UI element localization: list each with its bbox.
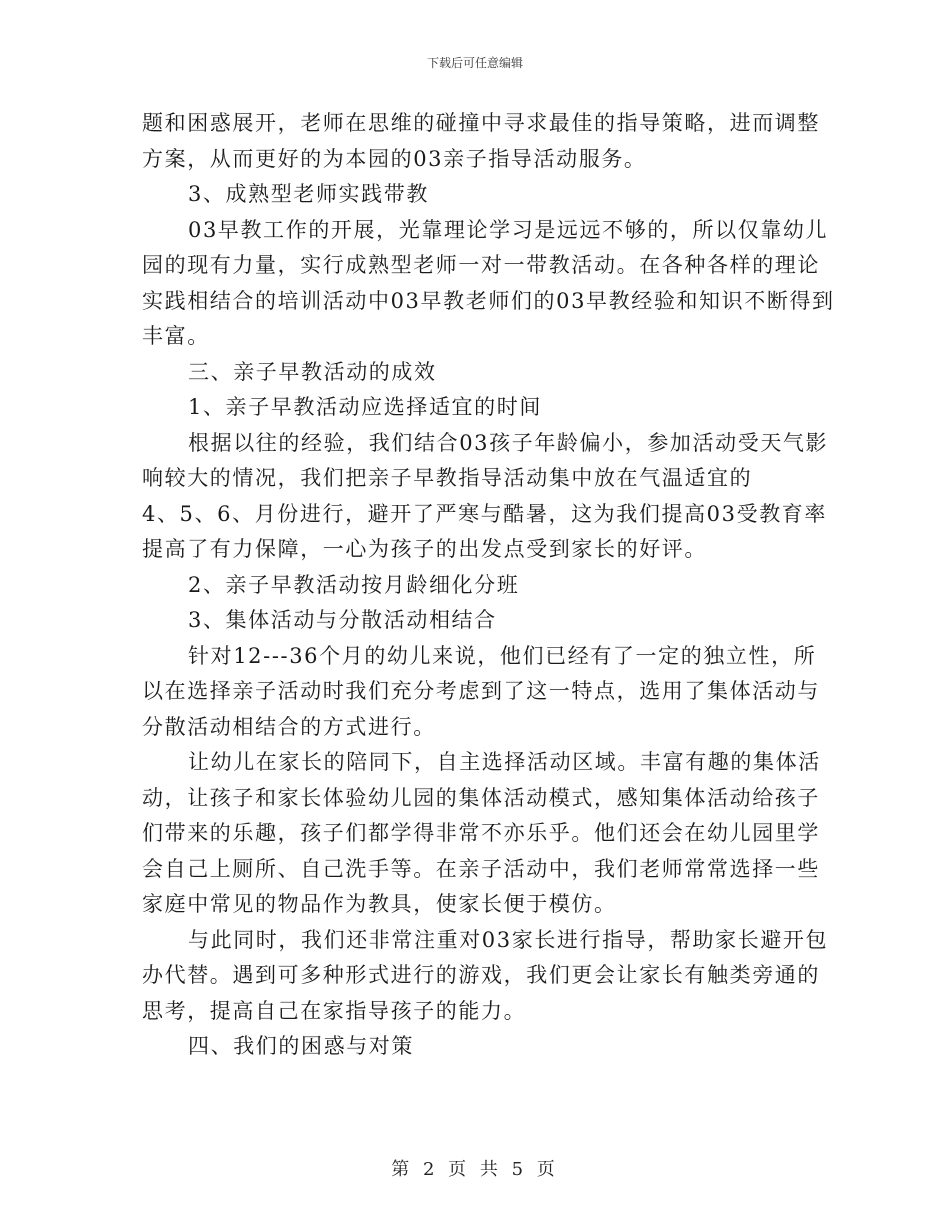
- text-line: 1、亲子早教活动应选择适宜的时间: [188, 395, 542, 419]
- text-line: 响较大的情况，我们把亲子早教指导活动集中放在气温适宜的: [142, 466, 753, 490]
- header-note: 下载后可任意编辑: [426, 56, 523, 70]
- text-line: 题和困惑展开，老师在思维的碰撞中寻求最佳的指导策略，进而调整: [142, 111, 820, 135]
- text-line: 3、成熟型老师实践带教: [188, 182, 429, 206]
- text-line: 思考，提高自己在家指导孩子的能力。: [142, 998, 527, 1023]
- text-line: 让幼儿在家长的陪同下，自主选择活动区域。丰富有趣的集体活: [188, 750, 821, 774]
- text-line: 与此同时，我们还非常注重对03家长进行指导，帮助家长避开包: [188, 927, 829, 952]
- text-line: 会自己上厕所、自己洗手等。在亲子活动中，我们老师常常选择一些: [142, 856, 820, 881]
- text-line: 提高了有力保障，一心为孩子的出发点受到家长的好评。: [142, 537, 707, 561]
- text-line: 针对12---36个月的幼儿来说，他们已经有了一定的独立性，所: [188, 643, 817, 668]
- page-number: 第 2 页 共 5 页: [391, 1159, 559, 1180]
- text-line: 家庭中常见的物品作为教具，使家长便于模仿。: [142, 892, 617, 916]
- body-text: [142, 106, 835, 1065]
- text-line: 实践相结合的培训活动中03早教老师们的03早教经验和知识不断得到: [142, 288, 835, 313]
- text-line: 3、集体活动与分散活动相结合: [188, 608, 497, 632]
- text-line: 2、亲子早教活动按月龄细化分班: [188, 572, 520, 597]
- text-line: 们带来的乐趣，孩子们都学得非常不亦乐乎。他们还会在幼儿园里学: [142, 821, 820, 845]
- text-line: 03早教工作的开展，光靠理论学习是远远不够的，所以仅靠幼儿: [188, 217, 829, 242]
- text-line: 以在选择亲子活动时我们充分考虑到了这一特点，选用了集体活动与: [142, 679, 820, 703]
- text-line: 四、我们的困惑与对策: [188, 1034, 414, 1058]
- text-line: 方案，从而更好的为本园的03亲子指导活动服务。: [142, 146, 647, 171]
- text-line: 分散活动相结合的方式进行。: [142, 714, 436, 739]
- text-line: 根据以往的经验，我们结合03孩子年龄偏小，参加活动受天气影: [188, 430, 829, 455]
- text-line: 园的现有力量，实行成熟型老师一对一带教活动。在各种各样的理论: [142, 253, 820, 277]
- text-line: 三、亲子早教活动的成效: [188, 359, 437, 384]
- text-line: 办代替。遇到可多种形式进行的游戏，我们更会让家长有触类旁通的: [142, 963, 820, 987]
- text-line: 丰富。: [142, 324, 210, 348]
- text-line: 4、5、6、月份进行，避开了严寒与酷暑，这为我们提高03受教育率: [142, 501, 828, 526]
- text-line: 动，让孩子和家长体验幼儿园的集体活动模式，感知集体活动给孩子: [142, 785, 820, 810]
